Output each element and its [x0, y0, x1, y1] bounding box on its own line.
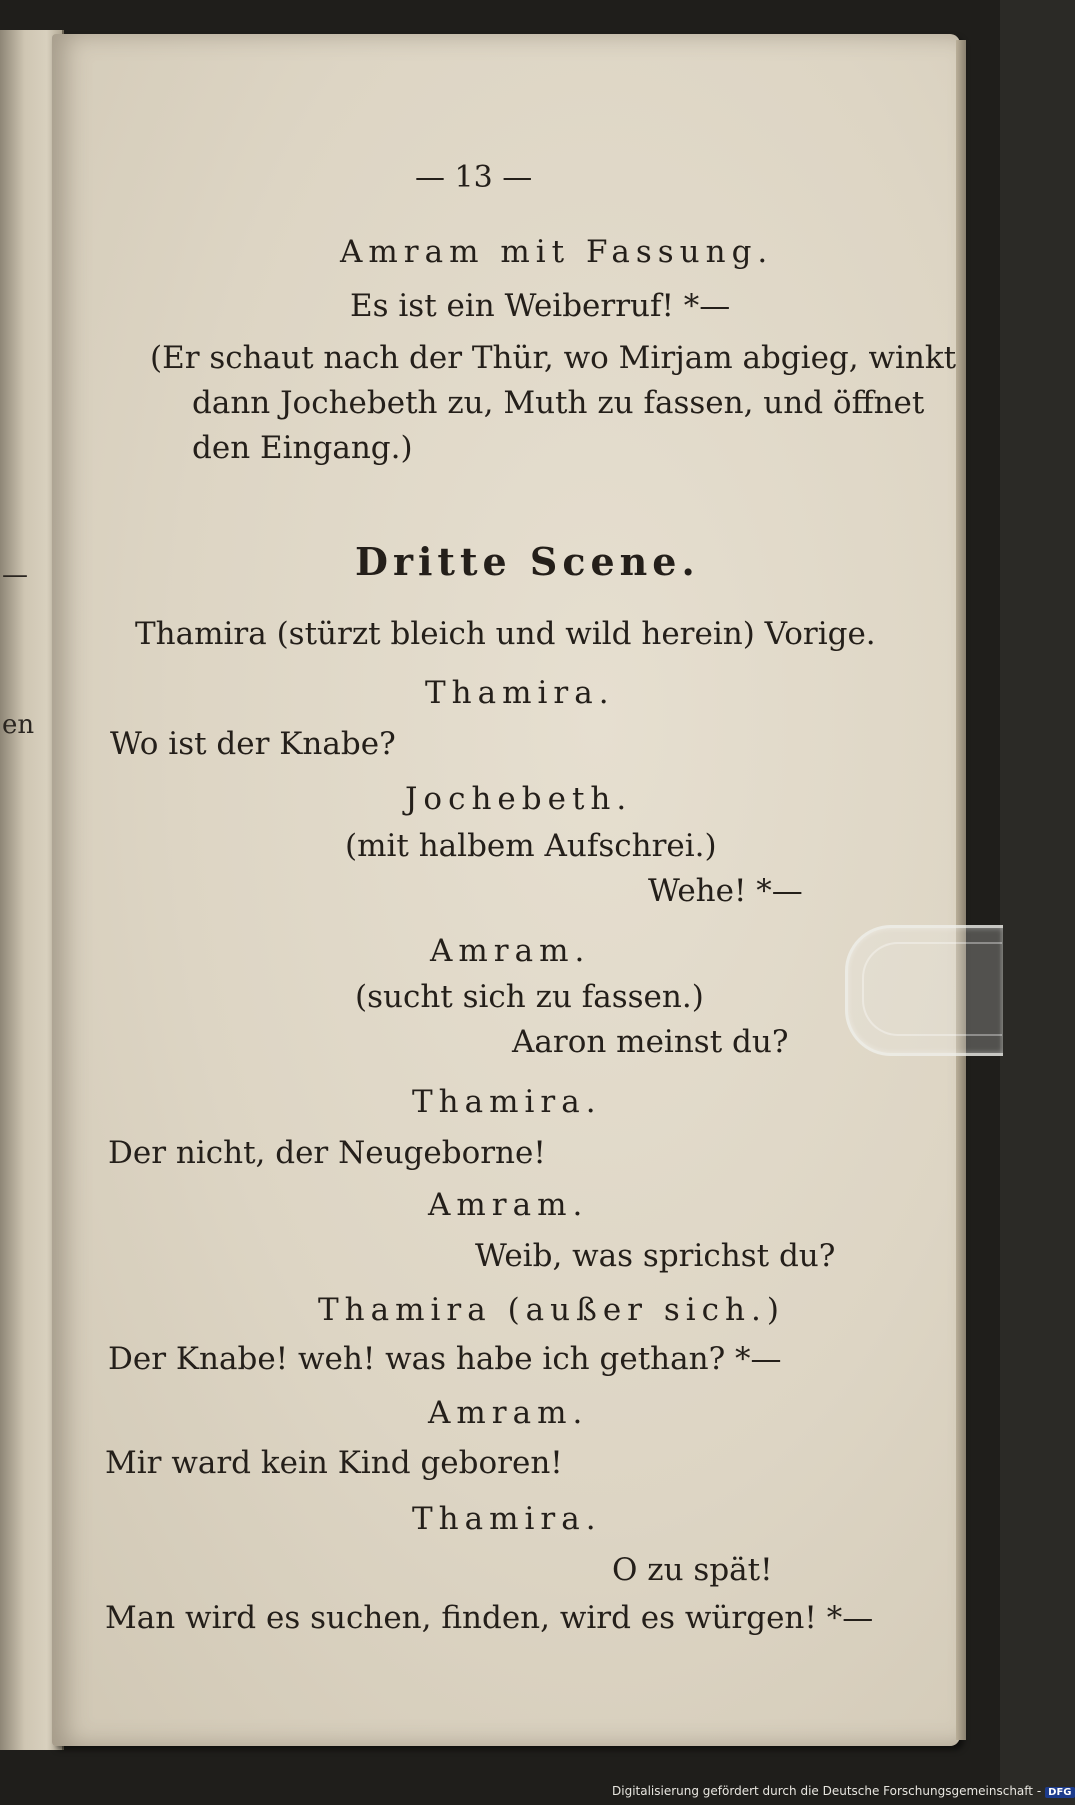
- speaker-name: Thamira.: [425, 675, 615, 711]
- page-number: — 13 —: [415, 160, 533, 195]
- speaker-name: Amram.: [430, 933, 591, 969]
- speaker-name: Amram.: [428, 1187, 589, 1223]
- left-fragment-dash: —: [2, 560, 28, 590]
- verse-line: Aaron meinst du?: [512, 1024, 789, 1060]
- speaker-name: Thamira.: [412, 1501, 602, 1537]
- stage-direction: (Er schaut nach der Thür, wo Mirjam abgieg, winkt: [150, 340, 957, 376]
- left-fragment-text: en: [2, 710, 35, 740]
- stage-header-amram: Amram mit Fassung.: [340, 234, 774, 270]
- verse-line: Mir ward kein Kind geboren!: [105, 1445, 563, 1481]
- page-clip-inner: [862, 942, 1002, 1036]
- speaker-name: Amram.: [428, 1395, 589, 1431]
- stage-direction: den Eingang.): [192, 430, 413, 466]
- verse-line: Wehe! *—: [648, 873, 803, 909]
- scene-title: Dritte Scene.: [355, 539, 700, 584]
- stage-direction: (sucht sich zu fassen.): [355, 979, 704, 1015]
- verse-line: Der Knabe! weh! was habe ich gethan? *—: [108, 1341, 782, 1377]
- verse-line: Man wird es suchen, finden, wird es würgen! *—: [105, 1600, 874, 1636]
- digitization-credit: [612, 1784, 1075, 1798]
- speaker-name: Thamira (außer sich.): [318, 1292, 785, 1328]
- stage-direction: (mit halbem Aufschrei.): [345, 828, 717, 864]
- credit-text: Digitalisierung gefördert durch die Deutsche Forschungsgemeinschaft -: [612, 1784, 1042, 1798]
- cast-line: Thamira (stürzt bleich und wild herein) Vorige.: [135, 616, 876, 652]
- verse-line: O zu spät!: [612, 1552, 773, 1588]
- verse-line: Weib, was sprichst du?: [475, 1238, 836, 1274]
- verse-line: Wo ist der Knabe?: [110, 726, 396, 762]
- verse-line: Es ist ein Weiberruf! *—: [350, 288, 731, 324]
- dfg-logo: DFG: [1045, 1787, 1074, 1798]
- stage-direction: dann Jochebeth zu, Muth zu fassen, und öffnet: [192, 385, 925, 421]
- speaker-name: Jochebeth.: [405, 781, 633, 817]
- speaker-name: Thamira.: [412, 1084, 602, 1120]
- verse-line: Der nicht, der Neugeborne!: [108, 1135, 546, 1171]
